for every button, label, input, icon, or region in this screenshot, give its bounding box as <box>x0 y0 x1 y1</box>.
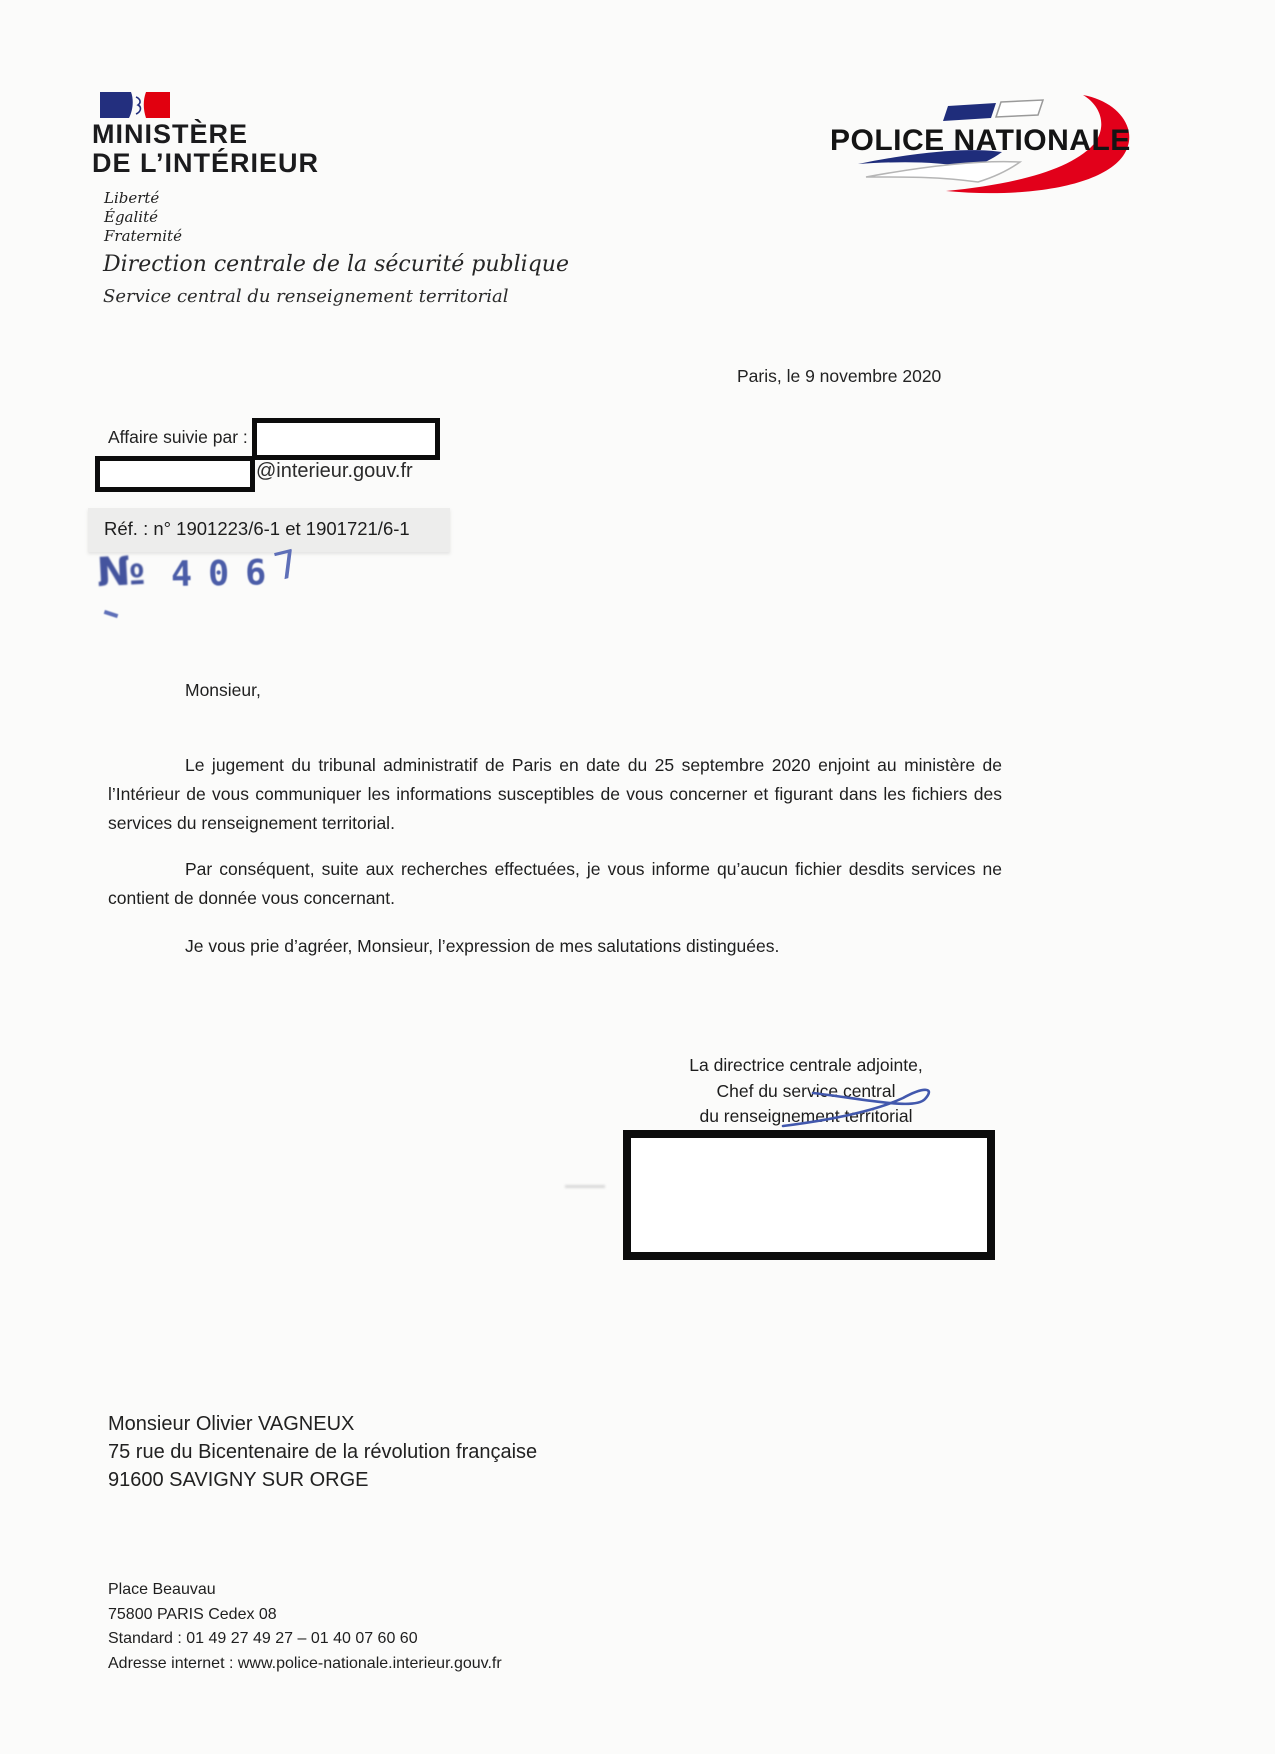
reference-line: Réf. : n° 1901223/6-1 et 1901721/6-1 <box>104 518 410 539</box>
signature-title-line: La directrice centrale adjointe, <box>689 1055 923 1075</box>
paragraph: Je vous prie d’agréer, Monsieur, l’expression de mes salutations distinguées. <box>185 936 780 956</box>
registration-stamp <box>95 540 304 597</box>
stamp-no-symbol: № <box>95 547 147 597</box>
affaire-label: Affaire suivie par : <box>108 427 248 447</box>
french-flag-icon <box>100 92 170 118</box>
stamp-handwritten-digit: 7 <box>269 540 304 590</box>
service-line: Service central du renseignement territorial <box>103 286 509 307</box>
motto-line: Égalité <box>104 208 158 226</box>
recipient-address <box>108 1410 537 1494</box>
scan-artifact <box>565 1185 605 1188</box>
footer-line: Place Beauvau <box>108 1581 216 1598</box>
redaction-box-email <box>95 456 255 492</box>
stamp-ink-mark <box>104 610 119 618</box>
ministry-title-line2: DE L’INTÉRIEUR <box>92 148 320 178</box>
motto-line: Fraternité <box>104 227 182 245</box>
recipient-line: Monsieur Olivier VAGNEUX <box>108 1413 355 1435</box>
police-nationale-label: POLICE NATIONALE <box>830 124 1131 157</box>
email-suffix: @interieur.gouv.fr <box>256 460 413 482</box>
paragraph: Le jugement du tribunal administratif de Paris en date du 25 septembre 2020 enjoint au ministère de l’Intérieur de vous communiquer les informations susceptibles de vous concerner et figurant dans les fichiers des services du renseignement territorial. <box>108 755 1002 833</box>
handwritten-signature-stroke <box>775 1078 950 1136</box>
paragraph: Par conséquent, suite aux recherches effectuées, je vous informe qu’aucun fichier desdits services ne contient de donnée vous concernant. <box>108 859 1002 908</box>
stamp-digits: 406 <box>170 553 283 595</box>
recipient-line: 75 rue du Bicentenaire de la révolution française <box>108 1441 538 1463</box>
redaction-box-name <box>252 418 440 460</box>
signature-title-line: du renseignement territorial <box>699 1106 913 1126</box>
footer-line: Adresse internet : www.police-nationale.interieur.gouv.fr <box>108 1654 502 1672</box>
footer-address <box>108 1578 502 1676</box>
motto-line: Liberté <box>104 189 160 207</box>
signature-title-line: Chef du service central <box>716 1080 896 1101</box>
footer-line: 75800 PARIS Cedex 08 <box>108 1605 277 1623</box>
ministry-title-line1: MINISTÈRE <box>92 119 249 149</box>
police-nationale-logo <box>828 92 1164 200</box>
recipient-line: 91600 SAVIGNY SUR ORGE <box>108 1469 369 1491</box>
redaction-box-signature <box>623 1130 995 1260</box>
salutation: Monsieur, <box>185 680 261 700</box>
dateline: Paris, le 9 novembre 2020 <box>737 366 942 386</box>
republic-motto <box>104 189 182 246</box>
ministry-title <box>92 120 319 178</box>
direction-line: Direction centrale de la sécurité publique <box>103 252 569 277</box>
footer-line: Standard : 01 49 27 49 27 – 01 40 07 60 60 <box>108 1630 418 1647</box>
